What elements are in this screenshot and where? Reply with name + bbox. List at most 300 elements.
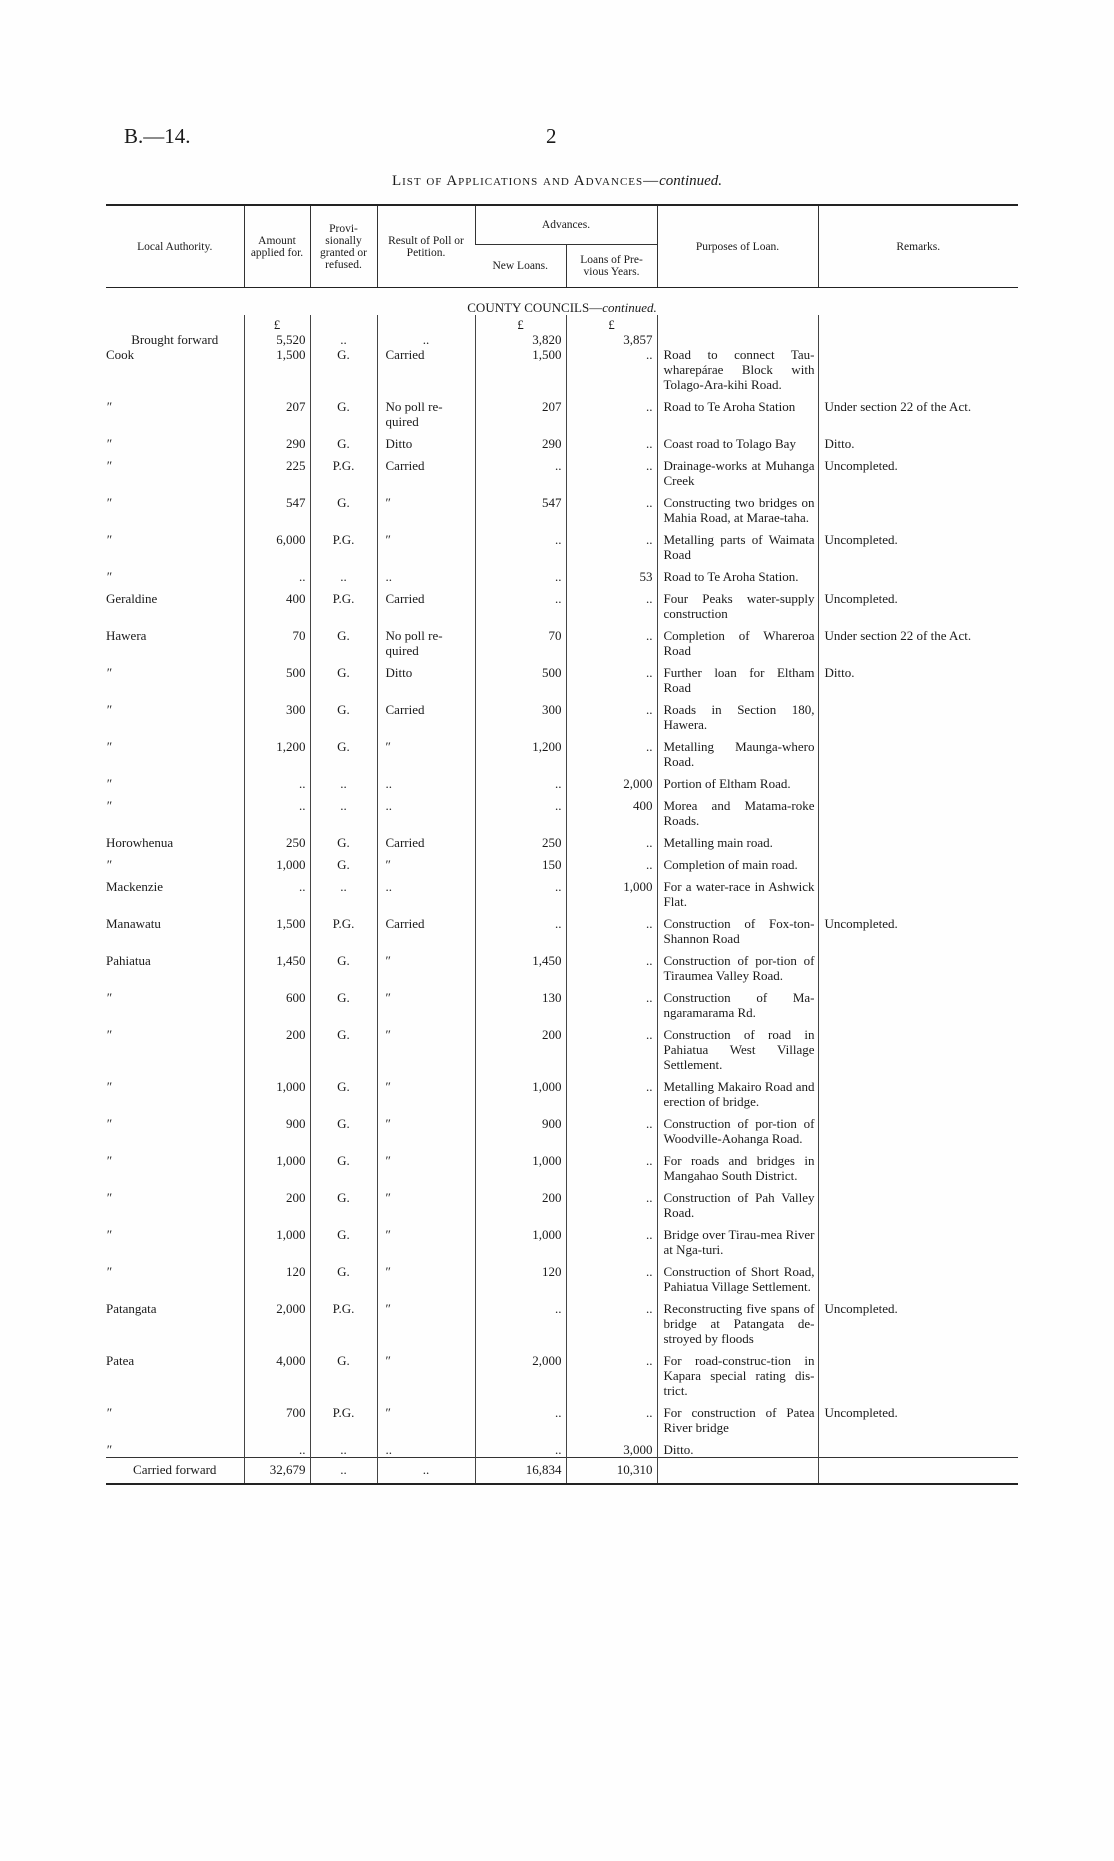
row-poll-result: .. xyxy=(377,1435,475,1458)
row-amount-applied: .. xyxy=(244,872,310,909)
row-remarks xyxy=(818,791,1018,828)
row-authority: Pahiatua xyxy=(106,953,151,968)
row-poll-result: No poll re-quired xyxy=(377,392,475,429)
applications-table xyxy=(106,204,1018,1485)
row-purpose: Metalling Makairo Road and erection of bridge. xyxy=(657,1072,818,1109)
row-authority: ″ xyxy=(106,990,112,1005)
row-previous-loans: .. xyxy=(566,1146,657,1183)
row-amount-applied: 1,500 xyxy=(244,909,310,946)
row-previous-loans: 400 xyxy=(566,791,657,828)
row-amount-applied: 200 xyxy=(244,1020,310,1072)
row-poll-result: Carried xyxy=(377,451,475,488)
row-poll-result: Ditto xyxy=(377,429,475,451)
row-authority: ″ xyxy=(106,1190,112,1205)
row-authority: ″ xyxy=(106,1227,112,1242)
row-new-loans: 1,000 xyxy=(475,1146,566,1183)
row-previous-loans: .. xyxy=(566,1183,657,1220)
row-amount-applied: 250 xyxy=(244,828,310,850)
row-authority: Patea xyxy=(106,1353,135,1368)
row-purpose: Further loan for Eltham Road xyxy=(657,658,818,695)
row-authority: ″ xyxy=(106,569,112,584)
row-previous-loans: .. xyxy=(566,621,657,658)
row-new-loans: 2,000 xyxy=(475,1346,566,1398)
row-poll-result: ″ xyxy=(377,1183,475,1220)
row-purpose: Four Peaks water-supply construction xyxy=(657,584,818,621)
row-previous-loans: .. xyxy=(566,347,657,392)
table-row xyxy=(106,658,1018,695)
row-purpose: Construction of por-tion of Woodville-Aohanga Road. xyxy=(657,1109,818,1146)
row-previous-loans: .. xyxy=(566,828,657,850)
row-amount-applied: 400 xyxy=(244,584,310,621)
row-previous-loans: .. xyxy=(566,488,657,525)
row-purpose: Roads in Section 180, Hawera. xyxy=(657,695,818,732)
row-previous-loans: 1,000 xyxy=(566,872,657,909)
row-new-loans: .. xyxy=(475,872,566,909)
table-row xyxy=(106,525,1018,562)
row-authority: Mackenzie xyxy=(106,879,164,894)
row-new-loans: 130 xyxy=(475,983,566,1020)
row-poll-result: ″ xyxy=(377,525,475,562)
table-row xyxy=(106,621,1018,658)
row-previous-loans: .. xyxy=(566,658,657,695)
brought-forward-amount: 5,520 xyxy=(244,332,310,347)
row-authority: ″ xyxy=(106,1027,112,1042)
row-provisional-status: G. xyxy=(310,347,377,392)
row-poll-result: ″ xyxy=(377,1294,475,1346)
table-row xyxy=(106,347,1018,392)
row-previous-loans: .. xyxy=(566,983,657,1020)
col-previous-loans: Loans of Pre-vious Years. xyxy=(566,245,657,288)
row-new-loans: 900 xyxy=(475,1109,566,1146)
table-row xyxy=(106,1294,1018,1346)
section-heading-row xyxy=(106,288,1018,316)
row-purpose: Portion of Eltham Road. xyxy=(657,769,818,791)
row-amount-applied: 1,000 xyxy=(244,850,310,872)
row-previous-loans: .. xyxy=(566,1257,657,1294)
row-previous-loans: .. xyxy=(566,1398,657,1435)
row-amount-applied: .. xyxy=(244,1435,310,1458)
row-poll-result: Ditto xyxy=(377,658,475,695)
row-new-loans: .. xyxy=(475,584,566,621)
row-previous-loans: .. xyxy=(566,850,657,872)
row-new-loans: 290 xyxy=(475,429,566,451)
row-provisional-status: P.G. xyxy=(310,1294,377,1346)
col-provisionally-granted: Provi-sionally granted or refused. xyxy=(310,205,377,288)
row-remarks: Uncompleted. xyxy=(818,525,1018,562)
table-row xyxy=(106,1220,1018,1257)
row-poll-result: ″ xyxy=(377,1346,475,1398)
row-authority: ″ xyxy=(106,739,112,754)
row-previous-loans: .. xyxy=(566,1220,657,1257)
row-previous-loans: .. xyxy=(566,1294,657,1346)
row-amount-applied: .. xyxy=(244,562,310,584)
row-new-loans: 1,200 xyxy=(475,732,566,769)
row-provisional-status: P.G. xyxy=(310,1398,377,1435)
row-provisional-status: G. xyxy=(310,828,377,850)
row-new-loans: .. xyxy=(475,525,566,562)
row-provisional-status: P.G. xyxy=(310,525,377,562)
row-remarks xyxy=(818,347,1018,392)
col-result-of-poll: Result of Poll or Petition. xyxy=(377,205,475,288)
row-remarks xyxy=(818,1020,1018,1072)
table-row xyxy=(106,850,1018,872)
page-title xyxy=(0,173,1114,190)
row-provisional-status: G. xyxy=(310,392,377,429)
row-provisional-status: P.G. xyxy=(310,451,377,488)
row-new-loans: 200 xyxy=(475,1020,566,1072)
row-purpose: Completion of Whareroa Road xyxy=(657,621,818,658)
row-amount-applied: 120 xyxy=(244,1257,310,1294)
row-amount-applied: 290 xyxy=(244,429,310,451)
row-purpose: For roads and bridges in Mangahao South District. xyxy=(657,1146,818,1183)
table-row xyxy=(106,1435,1018,1458)
row-amount-applied: 207 xyxy=(244,392,310,429)
row-new-loans: 250 xyxy=(475,828,566,850)
row-provisional-status: G. xyxy=(310,983,377,1020)
currency-symbol-amount: £ xyxy=(244,315,310,332)
row-remarks xyxy=(818,769,1018,791)
row-poll-result: ″ xyxy=(377,1257,475,1294)
table-row xyxy=(106,1257,1018,1294)
row-poll-result: .. xyxy=(377,769,475,791)
table-row xyxy=(106,1072,1018,1109)
carried-forward-new-loans: 16,834 xyxy=(475,1458,566,1485)
row-authority: ″ xyxy=(106,1405,112,1420)
row-remarks xyxy=(818,488,1018,525)
row-provisional-status: G. xyxy=(310,488,377,525)
row-amount-applied: 600 xyxy=(244,983,310,1020)
row-purpose: Construction of road in Pahiatua West Village Settlement. xyxy=(657,1020,818,1072)
row-previous-loans: .. xyxy=(566,732,657,769)
row-poll-result: ″ xyxy=(377,946,475,983)
row-authority: ″ xyxy=(106,399,112,414)
row-purpose: Construction of por-tion of Tiraumea Valley Road. xyxy=(657,946,818,983)
row-new-loans: 200 xyxy=(475,1183,566,1220)
col-amount-applied: Amount applied for. xyxy=(244,205,310,288)
row-remarks: Uncompleted. xyxy=(818,909,1018,946)
row-new-loans: .. xyxy=(475,1398,566,1435)
row-amount-applied: 6,000 xyxy=(244,525,310,562)
row-poll-result: Carried xyxy=(377,695,475,732)
row-purpose: Road to Te Aroha Station xyxy=(657,392,818,429)
row-remarks xyxy=(818,850,1018,872)
row-remarks xyxy=(818,1146,1018,1183)
row-remarks xyxy=(818,1220,1018,1257)
row-previous-loans: .. xyxy=(566,1109,657,1146)
table-row xyxy=(106,488,1018,525)
table-row xyxy=(106,909,1018,946)
row-poll-result: ″ xyxy=(377,488,475,525)
row-provisional-status: G. xyxy=(310,429,377,451)
row-authority: Horowhenua xyxy=(106,835,174,850)
table-row xyxy=(106,1183,1018,1220)
row-provisional-status: G. xyxy=(310,946,377,983)
row-authority: Cook xyxy=(106,347,135,362)
row-purpose: For a water-race in Ashwick Flat. xyxy=(657,872,818,909)
row-poll-result: .. xyxy=(377,791,475,828)
row-amount-applied: 1,000 xyxy=(244,1072,310,1109)
section-continued: continued. xyxy=(602,300,657,315)
table-row xyxy=(106,732,1018,769)
row-remarks xyxy=(818,562,1018,584)
row-new-loans: 150 xyxy=(475,850,566,872)
row-amount-applied: 300 xyxy=(244,695,310,732)
row-new-loans: .. xyxy=(475,1294,566,1346)
row-poll-result: Carried xyxy=(377,828,475,850)
carried-forward-prov: .. xyxy=(310,1458,377,1485)
row-purpose: Coast road to Tolago Bay xyxy=(657,429,818,451)
row-poll-result: ″ xyxy=(377,1072,475,1109)
row-remarks: Uncompleted. xyxy=(818,1294,1018,1346)
row-purpose: Bridge over Tirau-mea River at Nga-turi. xyxy=(657,1220,818,1257)
row-purpose: Construction of Fox-ton-Shannon Road xyxy=(657,909,818,946)
row-remarks: Under section 22 of the Act. xyxy=(818,621,1018,658)
row-provisional-status: P.G. xyxy=(310,909,377,946)
currency-symbol-new: £ xyxy=(475,315,566,332)
row-provisional-status: G. xyxy=(310,850,377,872)
row-authority: Hawera xyxy=(106,628,147,643)
table-row xyxy=(106,769,1018,791)
row-poll-result: ″ xyxy=(377,1398,475,1435)
row-amount-applied: 1,500 xyxy=(244,347,310,392)
currency-row xyxy=(106,315,1018,332)
row-previous-loans: .. xyxy=(566,451,657,488)
row-previous-loans: .. xyxy=(566,1072,657,1109)
table-row xyxy=(106,562,1018,584)
row-provisional-status: .. xyxy=(310,872,377,909)
row-provisional-status: G. xyxy=(310,1020,377,1072)
row-poll-result: ″ xyxy=(377,1220,475,1257)
row-amount-applied: 4,000 xyxy=(244,1346,310,1398)
table-row xyxy=(106,429,1018,451)
brought-forward-label: Brought forward xyxy=(131,332,219,347)
row-authority: ″ xyxy=(106,798,112,813)
row-new-loans: .. xyxy=(475,791,566,828)
row-provisional-status: .. xyxy=(310,791,377,828)
row-amount-applied: 1,000 xyxy=(244,1146,310,1183)
brought-forward-previous-loans: 3,857 xyxy=(566,332,657,347)
row-poll-result: .. xyxy=(377,562,475,584)
row-amount-applied: .. xyxy=(244,769,310,791)
section-title: COUNTY COUNCILS— xyxy=(467,300,603,315)
page-header xyxy=(0,124,1114,154)
row-poll-result: ″ xyxy=(377,850,475,872)
row-remarks xyxy=(818,828,1018,850)
row-previous-loans: .. xyxy=(566,695,657,732)
row-provisional-status: G. xyxy=(310,621,377,658)
row-provisional-status: G. xyxy=(310,695,377,732)
row-authority: Geraldine xyxy=(106,591,158,606)
row-poll-result: ″ xyxy=(377,1146,475,1183)
row-previous-loans: 53 xyxy=(566,562,657,584)
row-previous-loans: .. xyxy=(566,392,657,429)
table-row xyxy=(106,695,1018,732)
carried-forward-result: .. xyxy=(377,1458,475,1485)
row-provisional-status: G. xyxy=(310,1183,377,1220)
carried-forward-label: Carried forward xyxy=(106,1458,244,1485)
row-poll-result: ″ xyxy=(377,983,475,1020)
row-authority: ″ xyxy=(106,1264,112,1279)
row-purpose: For road-construc-tion in Kapara special rating dis-trict. xyxy=(657,1346,818,1398)
document-reference: B.—14. xyxy=(124,124,191,148)
row-amount-applied: 1,000 xyxy=(244,1220,310,1257)
row-amount-applied: 225 xyxy=(244,451,310,488)
row-previous-loans: .. xyxy=(566,1346,657,1398)
brought-forward-prov: .. xyxy=(310,332,377,347)
col-advances: Advances. xyxy=(475,205,657,245)
row-authority: ″ xyxy=(106,1116,112,1131)
row-authority: Manawatu xyxy=(106,916,161,931)
row-previous-loans: .. xyxy=(566,1020,657,1072)
row-previous-loans: 2,000 xyxy=(566,769,657,791)
row-new-loans: 300 xyxy=(475,695,566,732)
row-new-loans: 1,000 xyxy=(475,1072,566,1109)
row-amount-applied: 500 xyxy=(244,658,310,695)
table-row xyxy=(106,983,1018,1020)
row-amount-applied: 700 xyxy=(244,1398,310,1435)
table-row xyxy=(106,828,1018,850)
col-remarks: Remarks. xyxy=(818,205,1018,288)
row-previous-loans: .. xyxy=(566,946,657,983)
row-new-loans: 70 xyxy=(475,621,566,658)
col-purposes-of-loan: Purposes of Loan. xyxy=(657,205,818,288)
row-new-loans: .. xyxy=(475,1435,566,1458)
carried-forward-previous-loans: 10,310 xyxy=(566,1458,657,1485)
row-new-loans: 500 xyxy=(475,658,566,695)
row-purpose: Construction of Pah Valley Road. xyxy=(657,1183,818,1220)
carried-forward-row xyxy=(106,1458,1018,1485)
row-remarks: Uncompleted. xyxy=(818,584,1018,621)
table-row xyxy=(106,1398,1018,1435)
row-purpose: Completion of main road. xyxy=(657,850,818,872)
row-previous-loans: 3,000 xyxy=(566,1435,657,1458)
table-row xyxy=(106,1146,1018,1183)
row-authority: ″ xyxy=(106,436,112,451)
row-purpose: Metalling Maunga-whero Road. xyxy=(657,732,818,769)
row-remarks: Ditto. xyxy=(818,429,1018,451)
row-remarks xyxy=(818,695,1018,732)
table-row xyxy=(106,451,1018,488)
row-remarks xyxy=(818,1109,1018,1146)
row-new-loans: 547 xyxy=(475,488,566,525)
row-new-loans: 1,500 xyxy=(475,347,566,392)
table-row xyxy=(106,1109,1018,1146)
row-remarks: Under section 22 of the Act. xyxy=(818,392,1018,429)
row-new-loans: .. xyxy=(475,909,566,946)
row-remarks: Ditto. xyxy=(818,658,1018,695)
page-title-main: List of Applications and Advances— xyxy=(391,173,660,189)
row-remarks xyxy=(818,946,1018,983)
row-purpose: Road to Te Aroha Station. xyxy=(657,562,818,584)
table-row xyxy=(106,1020,1018,1072)
row-purpose: Drainage-works at Muhanga Creek xyxy=(657,451,818,488)
row-provisional-status: .. xyxy=(310,769,377,791)
row-purpose: Construction of Ma-ngaramarama Rd. xyxy=(657,983,818,1020)
row-purpose: Morea and Matama-roke Roads. xyxy=(657,791,818,828)
row-amount-applied: 1,450 xyxy=(244,946,310,983)
row-provisional-status: G. xyxy=(310,1109,377,1146)
row-purpose: Road to connect Tau-wharepárae Block with Tolago-Ara-kihi Road. xyxy=(657,347,818,392)
row-authority: ″ xyxy=(106,702,112,717)
row-authority: ″ xyxy=(106,1079,112,1094)
row-purpose: For construction of Patea River bridge xyxy=(657,1398,818,1435)
row-poll-result: Carried xyxy=(377,584,475,621)
row-new-loans: 207 xyxy=(475,392,566,429)
col-new-loans: New Loans. xyxy=(475,245,566,288)
row-authority: ″ xyxy=(106,776,112,791)
row-remarks xyxy=(818,1183,1018,1220)
row-amount-applied: 2,000 xyxy=(244,1294,310,1346)
row-poll-result: Carried xyxy=(377,347,475,392)
row-poll-result: Carried xyxy=(377,909,475,946)
table-row xyxy=(106,791,1018,828)
page-title-continued: continued. xyxy=(659,173,723,189)
row-amount-applied: 200 xyxy=(244,1183,310,1220)
row-remarks xyxy=(818,1346,1018,1398)
row-provisional-status: G. xyxy=(310,1072,377,1109)
row-amount-applied: 547 xyxy=(244,488,310,525)
row-provisional-status: G. xyxy=(310,1257,377,1294)
row-amount-applied: .. xyxy=(244,791,310,828)
currency-symbol-prev: £ xyxy=(566,315,657,332)
row-amount-applied: 70 xyxy=(244,621,310,658)
row-new-loans: .. xyxy=(475,769,566,791)
row-new-loans: .. xyxy=(475,451,566,488)
row-poll-result: ″ xyxy=(377,732,475,769)
row-authority: Patangata xyxy=(106,1301,157,1316)
row-provisional-status: G. xyxy=(310,732,377,769)
row-authority: ″ xyxy=(106,1153,112,1168)
row-provisional-status: G. xyxy=(310,1220,377,1257)
row-remarks xyxy=(818,1257,1018,1294)
row-new-loans: 120 xyxy=(475,1257,566,1294)
row-purpose: Reconstructing five spans of bridge at Patangata de-stroyed by floods xyxy=(657,1294,818,1346)
row-purpose: Metalling main road. xyxy=(657,828,818,850)
row-authority: ″ xyxy=(106,532,112,547)
table-row xyxy=(106,1346,1018,1398)
row-new-loans: 1,450 xyxy=(475,946,566,983)
row-remarks xyxy=(818,872,1018,909)
row-new-loans: .. xyxy=(475,562,566,584)
row-poll-result: No poll re-quired xyxy=(377,621,475,658)
row-remarks: Uncompleted. xyxy=(818,1398,1018,1435)
row-purpose: Ditto. xyxy=(657,1435,818,1458)
row-remarks xyxy=(818,1072,1018,1109)
row-purpose: Constructing two bridges on Mahia Road, at Marae-taha. xyxy=(657,488,818,525)
row-remarks xyxy=(818,1435,1018,1458)
row-authority: ″ xyxy=(106,665,112,680)
row-poll-result: .. xyxy=(377,872,475,909)
table-row xyxy=(106,584,1018,621)
row-amount-applied: 900 xyxy=(244,1109,310,1146)
row-authority: ″ xyxy=(106,857,112,872)
row-authority: ″ xyxy=(106,495,112,510)
row-poll-result: ″ xyxy=(377,1109,475,1146)
row-previous-loans: .. xyxy=(566,429,657,451)
row-provisional-status: G. xyxy=(310,658,377,695)
row-purpose: Metalling parts of Waimata Road xyxy=(657,525,818,562)
table-row xyxy=(106,946,1018,983)
row-provisional-status: G. xyxy=(310,1346,377,1398)
table-row xyxy=(106,872,1018,909)
row-poll-result: ″ xyxy=(377,1020,475,1072)
row-new-loans: 1,000 xyxy=(475,1220,566,1257)
row-provisional-status: P.G. xyxy=(310,584,377,621)
row-purpose: Construction of Short Road, Pahiatua Village Settlement. xyxy=(657,1257,818,1294)
col-local-authority: Local Authority. xyxy=(106,205,244,288)
brought-forward-result: .. xyxy=(377,332,475,347)
brought-forward-row xyxy=(106,332,1018,347)
